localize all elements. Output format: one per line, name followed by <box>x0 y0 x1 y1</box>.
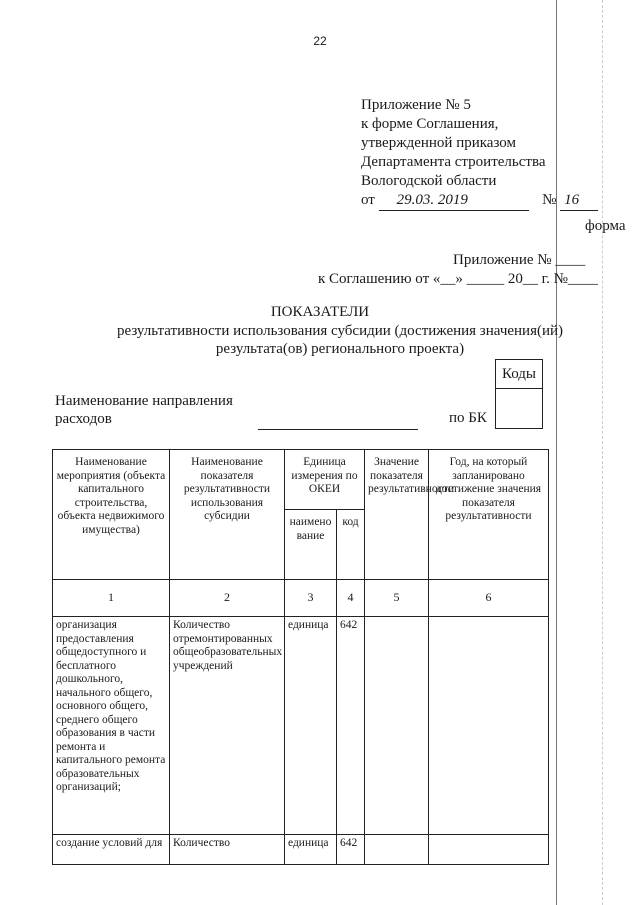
row-unit: единица <box>285 617 337 835</box>
direction-label-line-2: расходов <box>55 411 112 427</box>
codes-header-box: Коды <box>495 359 543 389</box>
page-number: 22 <box>313 34 327 48</box>
row-value <box>365 617 429 835</box>
row-indicator: Количество <box>170 835 285 865</box>
col-num-6: 6 <box>429 580 549 617</box>
handwritten-number: 16 <box>560 191 598 211</box>
direction-label <box>55 392 233 428</box>
header-unit: Единица измерения по ОКЕИ <box>285 450 365 510</box>
col-num-4: 4 <box>337 580 365 617</box>
direction-fill-line <box>258 429 418 430</box>
bk-code-box <box>495 388 543 429</box>
appendix-blank: Приложение № ____ <box>453 252 586 268</box>
appendix-line-1: Приложение № 5 <box>361 97 471 113</box>
table-row <box>53 617 549 835</box>
row-unit: единица <box>285 835 337 865</box>
appendix-line-3: утвержденной приказом <box>361 135 517 151</box>
doc-title: ПОКАЗАТЕЛИ <box>270 304 370 320</box>
row-code: 642 <box>337 835 365 865</box>
appendix-line-4: Департамента строительства <box>361 154 546 170</box>
row-year <box>429 835 549 865</box>
header-indicator: Наименование показателя результативности использования субсидии <box>170 450 285 580</box>
row-indicator: Количество отремонтированных общеобразовательных учреждений <box>170 617 285 835</box>
header-unit-code: код <box>337 510 365 580</box>
row-event: организация предоставления общедоступного и бесплатного дошкольного, начального общего, основного общего, среднего общего образования в части ремонта и капитального ремонта образовательных организаций; <box>53 617 170 835</box>
col-num-5: 5 <box>365 580 429 617</box>
row-year <box>429 617 549 835</box>
indicators-table <box>52 449 549 865</box>
header-event: Наименование мероприятия (объекта капитального строительства, объекта недвижимого имущества) <box>53 450 170 580</box>
table-row <box>53 835 549 865</box>
appendix-line-2: к форме Соглашения, <box>361 116 499 132</box>
direction-label-line-1: Наименование направления <box>55 393 233 409</box>
bk-label: по БК <box>449 410 487 426</box>
forma-label: форма <box>585 218 626 234</box>
header-value: Значение показателя результативности <box>365 450 429 580</box>
handwritten-date: 29.03. 2019 <box>379 191 529 211</box>
agreement-line: к Соглашению от «__» _____ 20__ г. №____ <box>318 271 598 287</box>
scan-edge-line <box>602 0 603 905</box>
number-prefix: № <box>542 192 557 208</box>
row-value <box>365 835 429 865</box>
header-unit-name: наименование <box>285 510 337 580</box>
date-prefix: от <box>361 192 375 208</box>
col-num-1: 1 <box>53 580 170 617</box>
col-num-3: 3 <box>285 580 337 617</box>
row-event: создание условий для <box>53 835 170 865</box>
appendix-line-5: Вологодской области <box>361 173 497 189</box>
header-year: Год, на который запланировано достижение значения показателя результативности <box>429 450 549 580</box>
col-num-2: 2 <box>170 580 285 617</box>
appendix-block <box>361 96 598 211</box>
appendix-date-row <box>361 191 598 211</box>
doc-subtitle: результативности использования субсидии (достижения значения(ий) результата(ов) регионального проекта) <box>116 323 564 357</box>
row-code: 642 <box>337 617 365 835</box>
